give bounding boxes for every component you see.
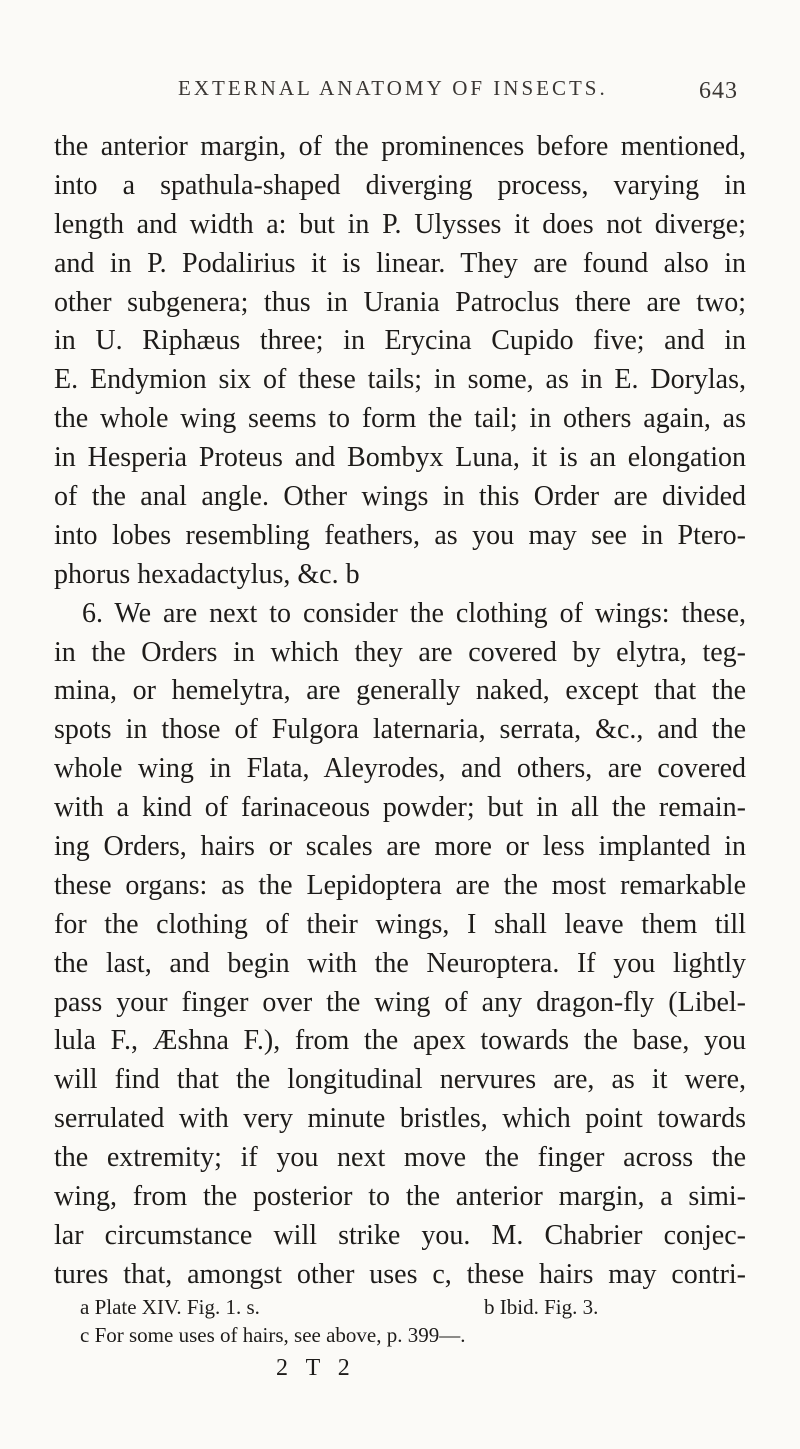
text-line: the last, and begin with the Neuroptera. If you lightly	[54, 947, 746, 979]
footnote-b: b Ibid. Fig. 3.	[484, 1295, 599, 1319]
running-title: EXTERNAL ANATOMY OF INSECTS.	[178, 76, 608, 100]
text-line: ing Orders, hairs or scales are more or less implanted in	[54, 831, 746, 863]
text-line: E. Endymion six of these tails; in some, as in E. Dorylas,	[54, 364, 746, 396]
text-line: pass your finger over the wing of any dragon-fly (Libel-	[54, 986, 746, 1018]
body-text	[54, 128, 746, 1295]
text-line: length and width a: but in P. Ulysses it does not diverge;	[54, 208, 746, 240]
text-line: with a kind of farinaceous powder; but in all the remain-	[54, 792, 746, 824]
text-line: into a spathula-shaped diverging process, varying in	[54, 169, 746, 201]
footnote-c: c For some uses of hairs, see above, p. 399—.	[80, 1323, 466, 1347]
footnotes	[80, 1293, 740, 1349]
text-line: the whole wing seems to form the tail; in others again, as	[54, 403, 746, 435]
page-number: 643	[699, 78, 738, 104]
text-line: in U. Riphæus three; in Erycina Cupido five; and in	[54, 325, 746, 357]
text-line: whole wing in Flata, Aleyrodes, and others, are covered	[54, 753, 746, 785]
text-line: these organs: as the Lepidoptera are the most remarkable	[54, 869, 746, 901]
text-line: lula F., Æshna F.), from the apex towards the base, you	[54, 1025, 746, 1057]
paragraph-start-line: 6. We are next to consider the clothing of wings: these,	[82, 597, 746, 629]
text-line: lar circumstance will strike you. M. Chabrier conjec-	[54, 1219, 746, 1251]
text-line: wing, from the posterior to the anterior margin, a simi-	[54, 1181, 746, 1213]
text-line: and in P. Podalirius it is linear. They are found also in	[54, 247, 746, 279]
signature-mark: 2 T 2	[276, 1355, 356, 1381]
footnote-a: a Plate XIV. Fig. 1. s.	[80, 1295, 260, 1319]
text-line: serrulated with very minute bristles, which point towards	[54, 1103, 746, 1135]
running-head	[178, 76, 738, 104]
text-line: into lobes resembling feathers, as you may see in Ptero-	[54, 519, 746, 551]
text-line: the extremity; if you next move the finger across the	[54, 1142, 746, 1174]
text-line: the anterior margin, of the prominences before mentioned,	[54, 131, 746, 162]
text-line: for the clothing of their wings, I shall leave them till	[54, 908, 746, 940]
text-line: in Hesperia Proteus and Bombyx Luna, it is an elongation	[54, 442, 746, 474]
text-line: will find that the longitudinal nervures are, as it were,	[54, 1064, 746, 1096]
footnote-row	[80, 1293, 740, 1321]
text-line: in the Orders in which they are covered by elytra, teg-	[54, 636, 746, 668]
text-line: of the anal angle. Other wings in this Order are divided	[54, 481, 746, 513]
text-line: spots in those of Fulgora laternaria, serrata, &c., and the	[54, 714, 746, 746]
text-line: phorus hexadactylus, &c. b	[54, 558, 360, 590]
text-line: mina, or hemelytra, are generally naked, except that the	[54, 675, 746, 707]
text-line: tures that, amongst other uses c, these hairs may contri-	[54, 1258, 746, 1290]
text-line: other subgenera; thus in Urania Patroclus there are two;	[54, 286, 746, 318]
